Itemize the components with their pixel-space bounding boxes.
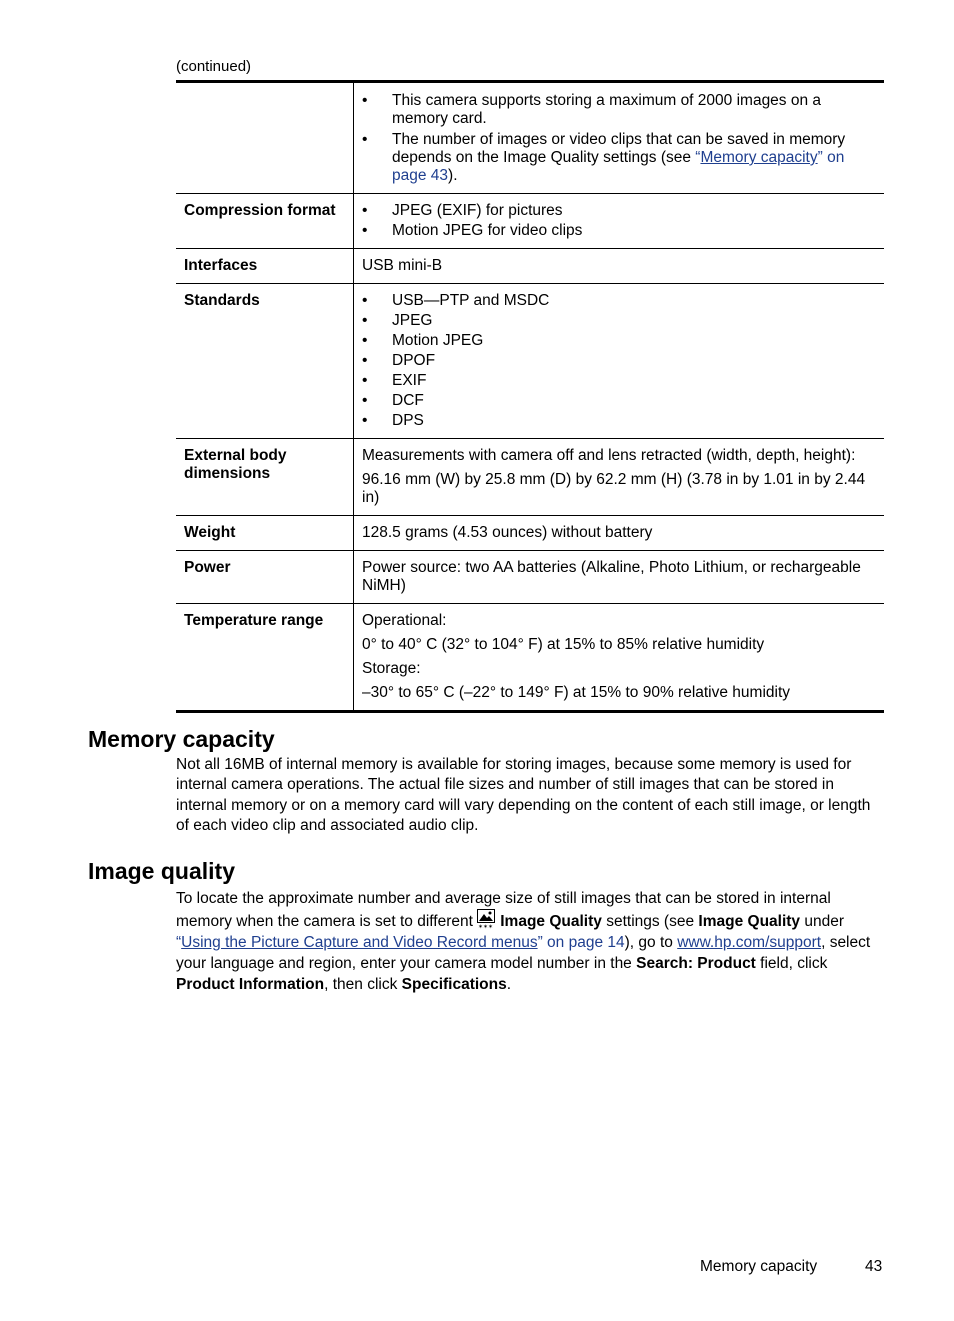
list-item: • DPOF — [362, 352, 876, 370]
bullet-list — [362, 92, 876, 185]
row-label: Interfaces — [176, 249, 354, 284]
table-row — [176, 284, 884, 439]
row-value: USB mini-B — [354, 249, 885, 284]
row-value — [354, 604, 885, 712]
cell-paragraph: Storage: — [362, 660, 421, 677]
table-row — [176, 82, 884, 194]
table-row — [176, 516, 884, 551]
table-row — [176, 439, 884, 516]
text: ), go to — [624, 934, 678, 951]
list-item: • Motion JPEG — [362, 332, 876, 350]
footer-section-title: Memory capacity — [700, 1258, 818, 1275]
table-row — [176, 604, 884, 712]
image-quality-icon — [477, 909, 495, 929]
row-label: Power — [176, 551, 354, 604]
quote: “ — [695, 149, 701, 166]
cell-paragraph: Measurements with camera off and lens retracted (width, depth, height): — [362, 447, 856, 464]
cell-paragraph: 96.16 mm (W) by 25.8 mm (D) by 62.2 mm (H) (3.78 in by 1.01 in by 2.44 in) — [362, 471, 866, 506]
bold-text: Product Information — [176, 976, 325, 993]
bullet-list — [362, 292, 876, 430]
list-item — [362, 131, 876, 185]
bold-text: Image Quality — [500, 913, 602, 930]
cell-paragraph: Operational: — [362, 612, 447, 629]
picture-capture-menus-link[interactable] — [176, 934, 625, 951]
row-label-empty — [176, 82, 354, 194]
list-item: • Motion JPEG for video clips — [362, 222, 876, 240]
list-item: • DCF — [362, 392, 876, 410]
table-row — [176, 194, 884, 249]
memory-capacity-heading: Memory capacity — [88, 726, 275, 752]
text: The number of images or video clips that can be saved in memory depends on the Image Quality settings (see — [392, 131, 846, 166]
hp-support-link[interactable]: www.hp.com/support — [677, 934, 822, 951]
cell-paragraph: 0° to 40° C (32° to 104° F) at 15% to 85% relative humidity — [362, 636, 765, 653]
bold-text: Search: Product — [636, 955, 756, 972]
list-item: • JPEG (EXIF) for pictures — [362, 202, 876, 220]
row-label: Compression format — [176, 194, 354, 249]
row-value — [354, 284, 885, 439]
text: . — [506, 976, 512, 993]
table-row — [176, 249, 884, 284]
list-item: • EXIF — [362, 372, 876, 390]
text: To locate the approximate number and average size of still images that can be stored in internal memory when the camera is set to different — [176, 890, 831, 930]
image-quality-body — [176, 888, 886, 995]
continued-label: (continued) — [176, 58, 252, 75]
svg-text:✶✶✶: ✶✶✶ — [478, 923, 494, 929]
bold-text: Specifications — [401, 976, 507, 993]
page-number: 43 — [865, 1258, 883, 1275]
text: , then click — [324, 976, 402, 993]
image-quality-heading: Image quality — [88, 858, 235, 884]
link-text: Memory capacity — [700, 149, 818, 166]
text: ). — [448, 167, 458, 184]
row-value: 128.5 grams (4.53 ounces) without battery — [354, 516, 885, 551]
memory-capacity-body: Not all 16MB of internal memory is available for storing images, because some memory is used for internal camera operations. The actual file sizes and number of still images that can be stored in internal memory or on a memory card will vary depending on the content of each still image, or length of each video clip and associated audio clip. — [176, 756, 871, 834]
row-value — [354, 82, 885, 194]
text: field, click — [755, 955, 828, 972]
text: , select your language and region, enter your camera model number in the — [176, 934, 871, 972]
text: under — [800, 913, 845, 930]
list-item: • DPS — [362, 412, 876, 430]
list-item: • This camera supports storing a maximum of 2000 images on a memory card. — [362, 92, 876, 128]
row-label: Temperature range — [176, 604, 354, 712]
table-row — [176, 551, 884, 604]
row-label: Standards — [176, 284, 354, 439]
specifications-table — [176, 80, 884, 713]
row-label: Weight — [176, 516, 354, 551]
quote: “ — [176, 934, 182, 951]
cell-paragraph: –30° to 65° C (–22° to 149° F) at 15% to 90% relative humidity — [362, 684, 791, 701]
text: settings (see — [601, 913, 699, 930]
link-text: Using the Picture Capture and Video Record menus — [181, 934, 538, 951]
row-label: External body dimensions — [176, 439, 354, 516]
row-value — [354, 194, 885, 249]
row-value — [354, 439, 885, 516]
link-tail: ” on page 14 — [537, 934, 625, 951]
bold-text: Image Quality — [698, 913, 801, 930]
link-tail: ” on page 43 — [392, 149, 845, 184]
bullet-list — [362, 202, 876, 240]
list-item: • USB—PTP and MSDC — [362, 292, 876, 310]
list-item: • JPEG — [362, 312, 876, 330]
row-value: Power source: two AA batteries (Alkaline, Photo Lithium, or rechargeable NiMH) — [354, 551, 885, 604]
